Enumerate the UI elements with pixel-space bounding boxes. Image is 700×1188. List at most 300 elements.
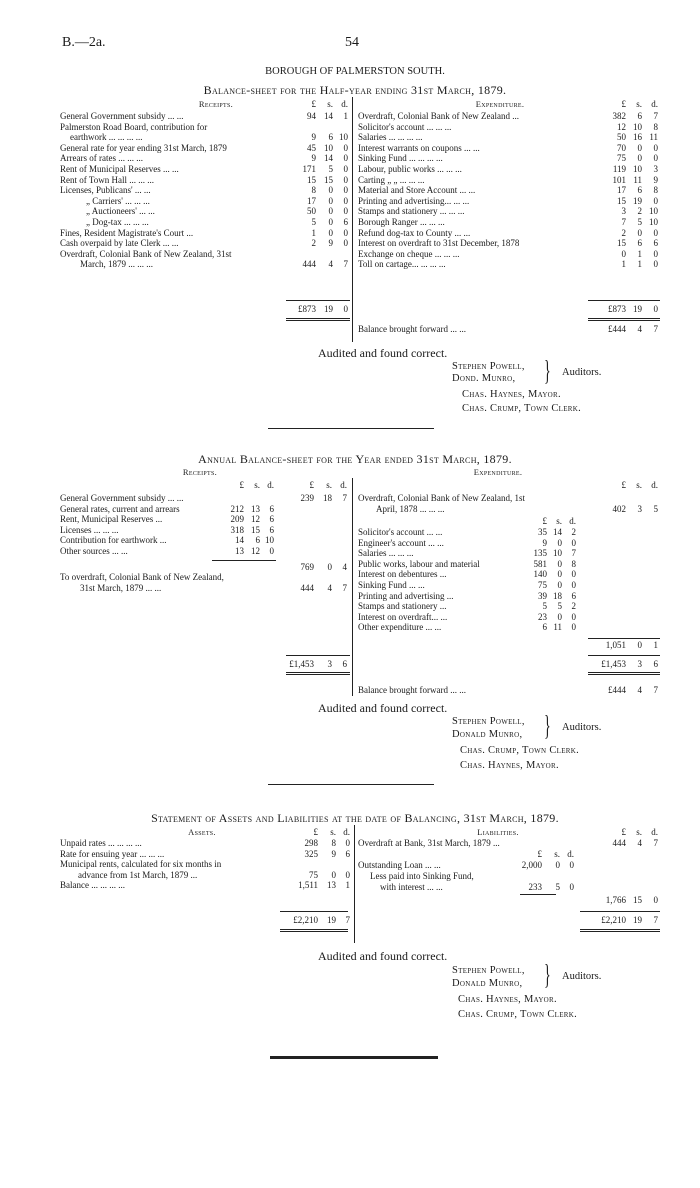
receipt-subamount-shillings: 6 — [255, 535, 260, 546]
expenditure-amount-pence: 10 — [649, 217, 658, 227]
receipt-subamount-pounds: 13 — [235, 546, 244, 556]
auditor-name: Donald Munro, — [452, 729, 523, 740]
balance-amount-pence: 7 — [653, 685, 658, 695]
receipt-row: General Government subsidy ... ... — [60, 111, 184, 121]
receipts-heading: Receipts. — [198, 99, 234, 109]
expenditure-subamount-shillings: 5 — [557, 601, 562, 612]
receipts-total: 19 — [324, 304, 333, 314]
expenditure-amount-shillings: 5 — [637, 217, 642, 227]
expenditure-amount-pounds: 70 — [617, 142, 626, 153]
receipt-row: „ Dog-tax ... ... ... — [86, 217, 149, 227]
expenditure-row: Engineer's account ... ... — [358, 537, 444, 548]
expenditure-subamount-shillings: 0 — [557, 611, 562, 622]
receipt-amount-shillings: 0 — [328, 217, 333, 227]
liability-amount-pence: 7 — [653, 838, 658, 848]
expenditure-row: Stamps and stationery ... ... ... — [358, 206, 465, 217]
receipts-subcolhead-shillings: s. — [254, 480, 260, 490]
expenditure-amount-pounds: 7 — [621, 217, 626, 227]
asset-amount-pounds: 325 — [304, 848, 318, 859]
expenditure-row: Sinking Fund ... ... ... ... — [358, 153, 443, 164]
receipt-amount-pounds: 9 — [311, 132, 316, 143]
audited-statement: Audited and found correct. — [318, 346, 448, 360]
balance-amount-pence: 7 — [653, 324, 658, 334]
liability-subamount-pounds: 233 — [528, 882, 542, 892]
receipt-amount-pounds: 444 — [302, 259, 316, 270]
double-rule — [280, 929, 348, 930]
double-rule — [588, 674, 660, 675]
asset-row: Balance ... ... ... ... — [60, 880, 125, 891]
asset-amount-pounds: 1,511 — [298, 880, 318, 891]
receipt-row: Fines, Resident Magistrate's Court ... — [60, 227, 194, 238]
receipts-total: £873 — [298, 304, 316, 314]
receipts-colhead-shillings: s. — [326, 480, 332, 490]
expenditure-subamount-pence: 6 — [571, 590, 576, 601]
receipt-row: Rent of Town Hall ... ... ... — [60, 174, 154, 185]
expenditure-row: Carting „ „ ... ... ... — [358, 174, 425, 185]
receipt-row: General rates, current and arrears — [60, 503, 180, 514]
section-divider — [268, 428, 434, 429]
town-clerk-signature: Chas. Crump, Town Clerk. — [460, 745, 580, 756]
receipt-amount-pence: 6 — [343, 217, 348, 227]
expenditure-amount-shillings: 6 — [637, 238, 642, 249]
expenditure-amount-shillings: 0 — [637, 142, 642, 153]
expenditure-subamount-pence: 0 — [571, 611, 576, 622]
expenditure-amount-shillings: 1 — [637, 259, 642, 270]
total-rule — [286, 655, 350, 656]
receipt-amount-pounds: 8 — [311, 185, 316, 196]
receipt-amount-shillings: 0 — [328, 195, 333, 206]
column-divider — [352, 97, 353, 342]
expenditure-subamount-pence: 0 — [571, 622, 576, 633]
balance-brought-forward: Balance brought forward ... ... — [358, 685, 466, 695]
receipts-total: £1,453 — [289, 659, 314, 669]
subtotal-rule — [588, 638, 660, 639]
receipt-amount-shillings: 6 — [328, 132, 333, 143]
expenditure-amount-pounds: 101 — [612, 174, 626, 185]
expenditure-total: 0 — [653, 304, 658, 314]
expenditure-subtotal-shillings: 0 — [637, 640, 642, 650]
auditor-name: Stephen Powell, — [452, 965, 525, 976]
receipt-amount-pence: 0 — [343, 185, 348, 196]
expenditure-amount-pence: 3 — [653, 164, 658, 174]
receipt-subamount-pounds: 209 — [230, 514, 244, 525]
asset-amount-shillings: 0 — [331, 869, 336, 880]
column-divider — [354, 825, 355, 943]
receipt-row: Contribution for earthwork ... — [60, 535, 167, 546]
expenditure-amount-shillings: 10 — [633, 164, 642, 174]
balance-amount-shillings: 4 — [637, 685, 642, 695]
receipt-amount-shillings: 14 — [324, 153, 333, 164]
liability-subamount-pounds: 2,000 — [521, 860, 542, 870]
section-divider — [268, 784, 434, 785]
expenditure-row: Public works, labour and material — [358, 558, 480, 569]
assets-colhead-pounds: £ — [313, 827, 318, 837]
expenditure-heading: Expenditure. — [475, 99, 525, 109]
total-rule — [588, 300, 660, 301]
receipts-total: 0 — [343, 304, 348, 314]
expenditure-colhead-pence: d. — [651, 480, 658, 490]
expenditure-row: Refund dog-tax to County ... ... — [358, 227, 471, 238]
receipts-subtotal-pence: 4 — [342, 562, 347, 572]
total-rule — [280, 911, 348, 912]
liability-row: Outstanding Loan ... ... — [358, 860, 441, 870]
asset-amount-pence: 1 — [345, 880, 350, 891]
expenditure-total: 3 — [637, 659, 642, 669]
expenditure-row: Printing and advertising... ... ... — [358, 195, 470, 206]
expenditure-subamount-pounds: 35 — [538, 527, 547, 537]
receipt-row: „ Auctioneers' ... ... — [86, 206, 155, 217]
balance-brought-forward: Balance brought forward ... ... — [358, 324, 466, 334]
expenditure-row: April, 1878 ... ... ... — [376, 504, 445, 514]
expenditure-amount-pence: 0 — [653, 259, 658, 270]
expenditure-total: 19 — [633, 304, 642, 314]
expenditure-row: Interest on debentures ... — [358, 569, 447, 580]
expenditure-subamount-pounds: 9 — [542, 537, 547, 548]
liability-row: Overdraft at Bank, 31st March, 1879 ... — [358, 838, 500, 848]
expenditure-amount-pence: 11 — [649, 132, 658, 143]
liability-subamount-shillings: 0 — [555, 860, 560, 870]
expenditure-row: Borough Ranger ... ... ... — [358, 217, 445, 227]
receipt-amount-pounds: 5 — [311, 217, 316, 227]
expenditure-amount-pence: 8 — [653, 121, 658, 132]
total-rule — [580, 911, 660, 912]
expenditure-subtotal-pounds: 1,051 — [605, 640, 626, 650]
end-rule — [270, 1056, 438, 1059]
liabilities-colhead-pence: d. — [651, 827, 658, 837]
asset-amount-pence: 0 — [345, 838, 350, 848]
mayor-signature: Chas. Haynes, Mayor. — [462, 389, 561, 400]
expenditure-amount-pounds: 15 — [617, 195, 626, 206]
column-divider — [352, 478, 353, 696]
liability-row: Less paid into Sinking Fund, — [370, 871, 474, 881]
expenditure-total: £1,453 — [601, 659, 626, 669]
assets-colhead-pence: d. — [343, 827, 350, 837]
double-rule — [580, 931, 660, 932]
liability-amount-pounds: 444 — [612, 838, 626, 848]
receipt-amount-pounds: 1 — [311, 227, 316, 238]
auditor-name: Dond. Munro, — [452, 373, 516, 384]
expenditure-subamount-shillings: 0 — [557, 580, 562, 590]
liabilities-total: 7 — [653, 915, 658, 925]
liability-subamount-pence: 0 — [569, 860, 574, 870]
auditor-brace: } — [544, 960, 551, 991]
receipt-row: General rate for year ending 31st March, 1879 — [60, 142, 227, 153]
double-rule — [286, 672, 350, 673]
receipt-row: Other sources ... ... — [60, 546, 128, 556]
receipt-subamount-pence: 0 — [269, 546, 274, 556]
expenditure-amount-shillings: 2 — [637, 206, 642, 217]
receipt-subamount-pence: 6 — [269, 503, 274, 514]
expenditure-row: Sinking Fund ... ... — [358, 580, 425, 590]
receipt-amount-pounds: 15 — [307, 174, 316, 185]
expenditure-heading: Expenditure. — [473, 467, 523, 477]
overdraft-amount-shillings: 4 — [327, 583, 332, 593]
liabilities-heading-col: Liabilities. — [477, 827, 519, 837]
expenditure-row: Interest on overdraft... ... — [358, 611, 448, 622]
page-number: 54 — [345, 35, 359, 50]
receipt-amount-pounds: 17 — [307, 195, 316, 206]
expenditure-amount-pence: 8 — [653, 185, 658, 196]
receipt-amount-shillings: 0 — [328, 227, 333, 238]
expenditure-subamount-shillings: 10 — [553, 548, 562, 559]
expenditure-subamount-pounds: 140 — [533, 569, 547, 580]
auditor-name: Donald Munro, — [452, 978, 523, 989]
expenditure-amount-pence: 6 — [653, 238, 658, 249]
audited-statement: Audited and found correct. — [318, 701, 448, 715]
receipt-amount-shillings: 9 — [328, 238, 333, 249]
expenditure-subamount-pounds: 23 — [538, 611, 547, 622]
expenditure-amount-shillings: 0 — [637, 153, 642, 164]
expenditure-row: Solicitor's account ... ... ... — [358, 121, 452, 132]
asset-amount-pence: 0 — [345, 869, 350, 880]
overdraft-amount-pounds: 444 — [300, 583, 314, 593]
receipts-colhead-shillings: s. — [327, 99, 333, 109]
asset-amount-shillings: 13 — [327, 880, 336, 891]
expenditure-amount-shillings: 3 — [637, 504, 642, 514]
receipt-amount-shillings: 0 — [328, 185, 333, 196]
asset-amount-pounds: 75 — [309, 869, 318, 880]
auditor-name: Stephen Powell, — [452, 361, 525, 372]
receipt-amount-pounds: 171 — [302, 164, 316, 174]
receipt-subamount-pounds: 14 — [235, 535, 244, 546]
expenditure-subamount-pounds: 5 — [542, 601, 547, 612]
receipt-row: General Government subsidy ... ... — [60, 493, 184, 503]
expenditure-amount-pounds: 2 — [621, 227, 626, 238]
double-rule — [286, 674, 350, 675]
expenditure-total: £873 — [608, 304, 626, 314]
expenditure-amount-shillings: 6 — [637, 111, 642, 121]
receipt-amount-pence: 0 — [343, 206, 348, 217]
receipt-amount-pounds: 2 — [311, 238, 316, 249]
liability-subcolhead-shillings: s. — [554, 849, 560, 859]
expenditure-amount-pence: 9 — [653, 174, 658, 185]
receipt-subamount-shillings: 15 — [251, 524, 260, 535]
receipt-amount-pounds: 50 — [307, 206, 316, 217]
expenditure-subamount-shillings: 11 — [553, 622, 562, 633]
receipts-subcolhead-pence: d. — [267, 480, 274, 490]
receipts-colhead-pounds: £ — [309, 480, 314, 490]
expenditure-subamount-shillings: 0 — [557, 569, 562, 580]
receipt-amount-shillings: 4 — [328, 259, 333, 270]
expenditure-amount-shillings: 10 — [633, 121, 642, 132]
half-year-heading: Balance-sheet for the Half-year ending 31st March, 1879. — [203, 83, 507, 97]
balance-amount-pounds: £444 — [608, 685, 626, 695]
expenditure-amount-pounds: 1 — [621, 259, 626, 270]
receipt-amount-pence: 0 — [343, 238, 348, 249]
expenditure-row: Toll on cartage... ... ... ... — [358, 259, 446, 270]
expenditure-subamount-pounds: 39 — [538, 590, 547, 601]
expenditure-amount-pounds: 402 — [612, 504, 626, 514]
receipt-row: March, 1879 ... ... ... — [80, 259, 153, 270]
expenditure-row: Stamps and stationery ... — [358, 601, 447, 612]
expenditure-amount-pounds: 12 — [617, 121, 626, 132]
expenditure-subamount-pence: 8 — [571, 558, 576, 569]
expenditure-subamount-pence: 7 — [571, 548, 576, 559]
receipt-row: „ Carriers' ... ... ... — [86, 195, 150, 206]
asset-amount-shillings: 9 — [331, 848, 336, 859]
receipts-total: 6 — [342, 659, 347, 669]
auditors-label: Auditors. — [562, 367, 602, 378]
assets-heading: Statement of Assets and Liabilities at the date of Balancing, 31st March, 1879. — [151, 811, 559, 825]
receipts-colhead-pence: d. — [340, 480, 347, 490]
receipt-amount-pence: 0 — [343, 142, 348, 153]
liability-row: with interest ... ... — [380, 882, 443, 892]
mayor-signature: Chas. Haynes, Mayor. — [458, 994, 557, 1005]
asset-row: Unpaid rates ... ... ... ... — [60, 838, 142, 848]
expenditure-row: Overdraft, Colonial Bank of New Zealand, 1st — [358, 493, 525, 503]
expenditure-row: Interest warrants on coupons ... ... — [358, 142, 480, 153]
expenditure-amount-pence: 10 — [649, 206, 658, 217]
expenditure-row: Labour, public works ... ... ... — [358, 164, 462, 174]
total-rule — [588, 655, 660, 656]
liabilities-total: 19 — [633, 915, 642, 925]
total-rule — [286, 300, 350, 301]
expenditure-amount-pounds: 17 — [617, 185, 626, 196]
receipt-amount-pence: 0 — [343, 227, 348, 238]
liability-subamount-shillings: 5 — [555, 882, 560, 892]
town-clerk-signature: Chas. Crump, Town Clerk. — [458, 1009, 578, 1020]
double-rule — [588, 672, 660, 673]
receipt-row: Licenses ... ... ... — [60, 524, 119, 535]
expenditure-amount-shillings: 0 — [637, 227, 642, 238]
expenditure-row: Other expenditure ... ... — [358, 622, 442, 633]
expenditure-amount-pounds: 0 — [621, 248, 626, 259]
receipt-amount-pounds: 9 — [311, 153, 316, 164]
receipt-amount-pounds: 45 — [307, 142, 316, 153]
expenditure-subamount-pence: 2 — [571, 601, 576, 612]
expenditure-amount-shillings: 6 — [637, 185, 642, 196]
receipt-amount-shillings: 15 — [324, 174, 333, 185]
auditors-label: Auditors. — [562, 722, 602, 733]
balance-amount-shillings: 4 — [637, 324, 642, 334]
receipt-amount-pence: 0 — [343, 174, 348, 185]
receipt-row: Rent, Municipal Reserves ... — [60, 514, 163, 525]
expenditure-amount-pence: 0 — [653, 195, 658, 206]
expenditure-amount-shillings: 19 — [633, 195, 642, 206]
liability-subtotal-pence: 0 — [653, 895, 658, 905]
asset-amount-pence: 6 — [345, 848, 350, 859]
expenditure-subcolhead-shillings: s. — [556, 516, 562, 526]
expenditure-subtotal-pence: 1 — [653, 640, 658, 650]
expenditure-subamount-shillings: 14 — [553, 527, 562, 537]
receipts-heading: Receipts. — [182, 467, 218, 477]
expenditure-subamount-pounds: 75 — [538, 580, 547, 590]
liability-amount-shillings: 4 — [637, 838, 642, 848]
receipt-row: Palmerston Road Board, contribution for — [60, 121, 208, 132]
expenditure-total: 6 — [653, 659, 658, 669]
expenditure-amount-pence: 0 — [653, 142, 658, 153]
expenditure-subcolhead-pounds: £ — [542, 516, 547, 526]
receipt-amount-shillings: 0 — [328, 206, 333, 217]
liability-subtotal-pounds: 1,766 — [605, 895, 626, 905]
liabilities-colhead-shillings: s. — [636, 827, 642, 837]
annual-heading: Annual Balance-sheet for the Year ended 31st March, 1879. — [198, 452, 512, 466]
expenditure-subamount-pounds: 135 — [533, 548, 547, 559]
double-rule — [580, 929, 660, 930]
town-clerk-signature: Chas. Crump, Town Clerk. — [462, 403, 582, 414]
expenditure-subamount-pence: 2 — [571, 527, 576, 537]
expenditure-row: Exchange on cheque ... ... ... — [358, 248, 460, 259]
auditor-brace: } — [544, 711, 551, 742]
mayor-signature: Chas. Haynes, Mayor. — [460, 760, 559, 771]
receipts-colhead-pence: d. — [341, 99, 348, 109]
receipt-amount-pounds: 239 — [300, 493, 314, 503]
asset-amount-pounds: 298 — [304, 838, 318, 848]
receipt-row: Overdraft, Colonial Bank of New Zealand, 31st — [60, 248, 232, 259]
assets-heading-col: Assets. — [188, 827, 216, 837]
expenditure-subamount-pence: 0 — [571, 569, 576, 580]
receipt-subamount-pence: 6 — [269, 524, 274, 535]
liability-subtotal-shillings: 15 — [633, 895, 642, 905]
audited-statement: Audited and found correct. — [318, 949, 448, 963]
expenditure-amount-pounds: 15 — [617, 238, 626, 249]
balance-amount-pounds: £444 — [608, 324, 626, 334]
receipt-row: Rent of Municipal Reserves ... ... — [60, 164, 179, 174]
receipt-amount-pence: 10 — [339, 132, 348, 143]
assets-total: 7 — [345, 915, 350, 925]
expenditure-colhead-pounds: £ — [621, 99, 626, 109]
expenditure-amount-pounds: 382 — [612, 111, 626, 121]
expenditure-subamount-shillings: 0 — [557, 558, 562, 569]
receipt-amount-pounds: 94 — [307, 111, 316, 121]
expenditure-row: Solicitor's account ... ... — [358, 527, 443, 537]
auditor-brace: } — [544, 356, 551, 387]
asset-amount-shillings: 8 — [331, 838, 336, 848]
receipt-amount-shillings: 5 — [328, 164, 333, 174]
expenditure-subamount-pounds: 581 — [533, 558, 547, 569]
assets-total: 19 — [327, 915, 336, 925]
expenditure-row: Material and Store Account ... ... — [358, 185, 476, 196]
assets-total: £2,210 — [293, 915, 318, 925]
expenditure-subamount-pence: 0 — [571, 537, 576, 548]
liability-subamount-pence: 0 — [569, 882, 574, 892]
receipts-colhead-pounds: £ — [311, 99, 316, 109]
assets-colhead-shillings: s. — [330, 827, 336, 837]
expenditure-subamount-shillings: 0 — [557, 537, 562, 548]
double-rule — [280, 931, 348, 932]
expenditure-row: Printing and advertising ... — [358, 590, 454, 601]
expenditure-subcolhead-pence: d. — [569, 516, 576, 526]
receipt-subamount-pence: 10 — [265, 535, 274, 546]
expenditure-row: Interest on overdraft to 31st December, 1878 — [358, 238, 520, 249]
document-reference: B.—2a. — [62, 35, 106, 50]
page-title: BOROUGH OF PALMERSTON SOUTH. — [265, 66, 445, 77]
liability-subcolhead-pounds: £ — [537, 849, 542, 859]
expenditure-row: Overdraft, Colonial Bank of New Zealand ... — [358, 111, 519, 121]
double-rule — [286, 320, 350, 321]
overdraft-row: To overdraft, Colonial Bank of New Zealand, — [60, 572, 224, 582]
auditor-name: Stephen Powell, — [452, 716, 525, 727]
asset-row: Municipal rents, calculated for six months in — [60, 859, 222, 870]
receipts-subtotal-shillings: 0 — [327, 562, 332, 572]
expenditure-amount-pounds: 119 — [612, 164, 626, 174]
receipt-amount-pence: 7 — [342, 493, 347, 503]
receipt-amount-pence: 0 — [343, 195, 348, 206]
expenditure-colhead-shillings: s. — [636, 99, 642, 109]
receipt-row: earthwork ... ... ... ... — [70, 132, 143, 143]
expenditure-colhead-shillings: s. — [636, 480, 642, 490]
expenditure-amount-pounds: 3 — [621, 206, 626, 217]
receipt-amount-shillings: 10 — [324, 142, 333, 153]
subtotal-rule — [520, 894, 556, 895]
expenditure-amount-pence: 5 — [653, 504, 658, 514]
expenditure-subamount-pounds: 6 — [542, 622, 547, 633]
overdraft-amount-pence: 7 — [342, 583, 347, 593]
expenditure-amount-pence: 7 — [653, 111, 658, 121]
expenditure-amount-pence: 0 — [653, 227, 658, 238]
expenditure-amount-pence: 0 — [653, 153, 658, 164]
receipts-subcolhead-pounds: £ — [239, 480, 244, 490]
